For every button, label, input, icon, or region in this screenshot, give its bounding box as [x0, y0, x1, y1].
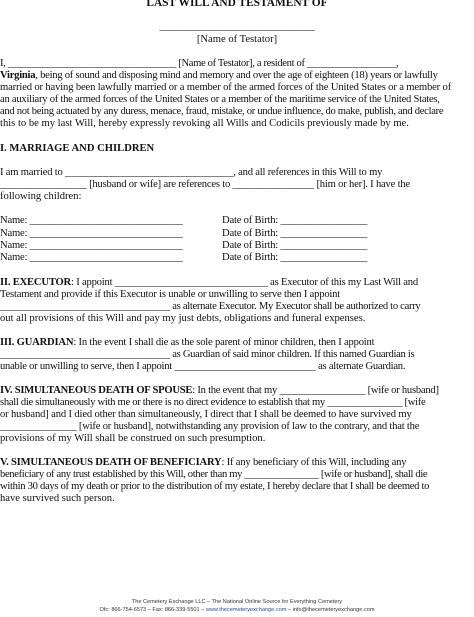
- section-5-line-1-text: : If any beneficiary of this Will, including any: [221, 457, 407, 468]
- child-name-1: Name: ______________________________: [0, 215, 183, 226]
- intro-line-2: [0, 70, 438, 82]
- section-5-line-1: [0, 457, 406, 469]
- section-4-line-3: or husband] and I died other than simultaneously, I direct that I shall be deemed to have survived my: [0, 409, 412, 420]
- footer-email: – info@thecemeteryexchange.com: [286, 607, 375, 613]
- section-3-heading: III. GUARDIAN: [0, 337, 74, 348]
- testator-caption: [Name of Testator]: [196, 34, 278, 45]
- section-5-heading: V. SIMULTANEOUS DEATH OF BENEFICIARY: [0, 457, 222, 468]
- child-dob-4: Date of Birth: _________________: [222, 252, 368, 263]
- section-1-line-3: following children:: [0, 191, 82, 202]
- section-2-line-4: out all provisions of this Will and pay my just debts, obligations and funeral expenses.: [0, 313, 366, 324]
- document-title: LAST WILL AND TESTAMENT OF: [146, 0, 328, 9]
- section-1-line-1: I am married to _________________________________, and all references in this Will to my: [0, 167, 383, 178]
- section-1-heading: I. MARRIAGE AND CHILDREN: [0, 143, 155, 154]
- section-2-heading: II. EXECUTOR: [0, 277, 71, 288]
- footer-line-2: [0, 607, 474, 614]
- footer-line-1: The Cemetery Exchange LLC – The National Online Source for Everything Cemetery: [131, 599, 343, 605]
- section-5-line-4: have survived such person.: [0, 493, 115, 504]
- intro-line-2-text: , being of sound and disposing mind and memory and over the age of eighteen (18) years or lawfully: [35, 70, 438, 81]
- intro-line-3: married or having been lawfully married or a member of the armed forces of the United States or a member of: [0, 82, 452, 93]
- section-3-line-2: __________________________________ as Guardian of said minor children. If this named Guardian is: [0, 349, 415, 360]
- child-name-2: Name: ______________________________: [0, 228, 183, 239]
- section-4-line-5: provisions of my Will shall be construed on such presumption.: [0, 433, 266, 444]
- section-4-line-1: [0, 385, 439, 397]
- child-name-4: Name: ______________________________: [0, 252, 183, 263]
- section-5-line-2: beneficiary of any trust established by this Will, other than my _______________ [wife or husband], shall die: [0, 469, 428, 480]
- section-3-line-1-text: : In the event I shall die as the sole parent of minor children, then I appoint: [73, 337, 375, 348]
- section-4-heading: IV. SIMULTANEOUS DEATH OF SPOUSE: [0, 385, 193, 396]
- section-2-line-2: Testament and provide if this Executor is unable or unwilling to serve then I appoint: [0, 289, 341, 300]
- intro-line-6: this to be my last Will, hereby expressly revoking all Wills and Codicils previously made by me.: [0, 118, 409, 129]
- child-name-3: Name: ______________________________: [0, 240, 183, 251]
- section-4-line-4: _______________ [wife or husband], notwithstanding any provision of law to the contrary, and that the: [0, 421, 420, 432]
- intro-line-5: and not being actuated by any duress, menace, fraud, mistake, or undue influence, do make, publish, and declare: [0, 106, 444, 117]
- state-name: Virginia: [0, 70, 36, 81]
- footer-contact: Ofc: 866-754-6573 – Fax: 866-339-5501 –: [99, 607, 206, 613]
- child-dob-1: Date of Birth: _________________: [222, 215, 368, 226]
- section-3-line-1: [0, 337, 374, 349]
- section-4-line-2: shall die simultaneously with me or there is no direct evidence to establish that my _______________ [wife: [0, 397, 426, 408]
- footer-website-link[interactable]: www.thecemeteryexchange.com: [205, 607, 287, 613]
- child-dob-3: Date of Birth: _________________: [222, 240, 368, 251]
- section-4-line-1-text: : In the event that my _________________ [wife or husband]: [192, 385, 439, 396]
- section-1-line-2: _________________ [husband or wife] are references to ________________ [him or her]. I have the: [0, 179, 410, 190]
- testator-name-line: _______________________________: [159, 21, 315, 32]
- intro-line-1: I, __________________________________ [Name of Testator], a resident of __________________,: [0, 58, 399, 69]
- child-dob-2: Date of Birth: _________________: [222, 228, 368, 239]
- section-2-line-1-text: : I appoint ______________________________ as Executor of this my Last Will and: [71, 277, 418, 288]
- section-2-line-3: __________________________________ as alternate Executor. My Executor shall be authorized to carry: [0, 301, 421, 312]
- section-5-line-3: within 30 days of my death or prior to the distribution of my estate, I hereby declare that I shall be deemed to: [0, 481, 430, 492]
- section-3-line-3: unable or unwilling to serve, then I appoint ____________________________ as alternate Guardian.: [0, 361, 406, 372]
- section-2-line-1: [0, 277, 418, 289]
- intro-line-4: an auxiliary of the armed forces of the United States or a member of the maritime service of the United States,: [0, 94, 440, 105]
